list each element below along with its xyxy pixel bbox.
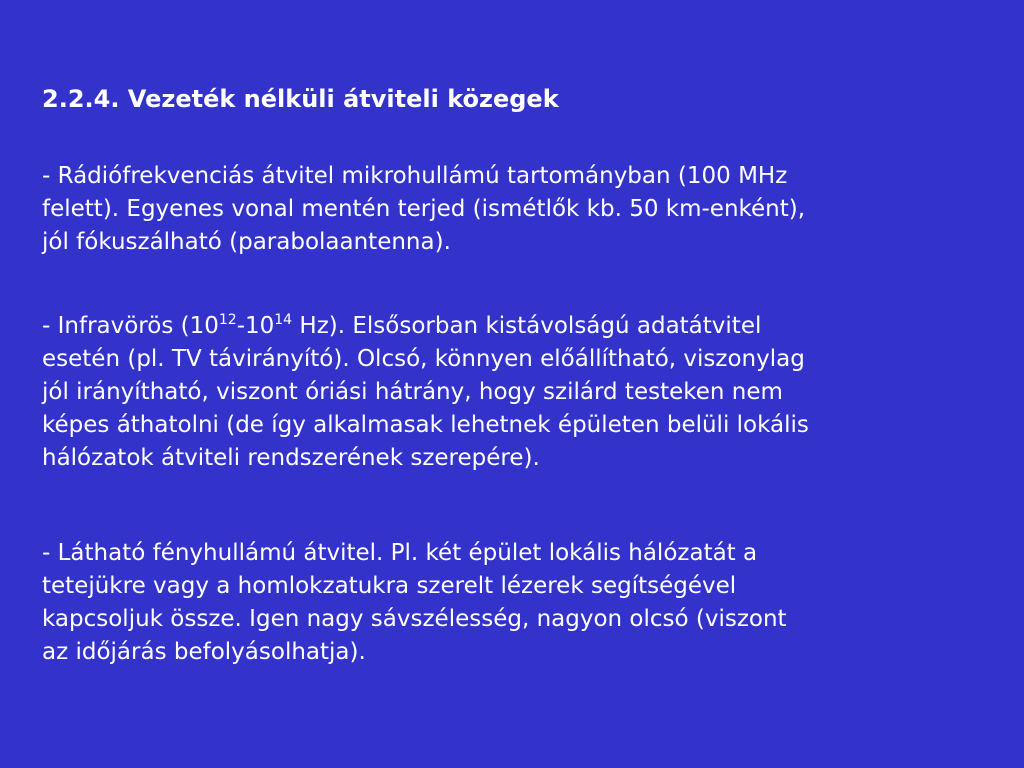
exponent: 14 bbox=[274, 312, 293, 328]
text-line: az időjárás befolyásolhatja). bbox=[42, 639, 366, 665]
text-line: felett). Egyenes vonal mentén terjed (ismétlők kb. 50 km-enként), bbox=[42, 196, 806, 222]
text-line: jól fókuszálható (parabolaantenna). bbox=[42, 229, 451, 255]
paragraph-infrared bbox=[42, 310, 809, 475]
paragraph-visible-light bbox=[42, 537, 787, 669]
paragraph-radio-frequency bbox=[42, 160, 805, 259]
text-line: esetén (pl. TV távirányító). Olcsó, könnyen előállítható, viszonylag bbox=[42, 346, 805, 372]
text-fragment: Hz). Elsősorban kistávolságú adatátvitel bbox=[292, 313, 762, 339]
text-line: - Rádiófrekvenciás átvitel mikrohullámú tartományban (100 MHz bbox=[42, 163, 788, 189]
slide-title: 2.2.4. Vezeték nélküli átviteli közegek bbox=[42, 85, 559, 113]
exponent: 12 bbox=[218, 312, 237, 328]
text-line: tetejükre vagy a homlokzatukra szerelt lézerek segítségével bbox=[42, 573, 737, 599]
text-line: hálózatok átviteli rendszerének szerepére). bbox=[42, 445, 540, 471]
text-line: képes áthatolni (de így alkalmasak lehetnek épületen belüli lokális bbox=[42, 412, 809, 438]
text-fragment: -10 bbox=[236, 313, 275, 339]
text-line: kapcsoljuk össze. Igen nagy sávszélesség, nagyon olcsó (viszont bbox=[42, 606, 787, 632]
text-line-with-exponents bbox=[42, 310, 809, 343]
text-line: - Látható fényhullámú átvitel. Pl. két épület lokális hálózatát a bbox=[42, 540, 758, 566]
text-line: jól irányítható, viszont óriási hátrány, hogy szilárd testeken nem bbox=[42, 379, 783, 405]
text-fragment: - Infravörös (10 bbox=[42, 313, 219, 339]
